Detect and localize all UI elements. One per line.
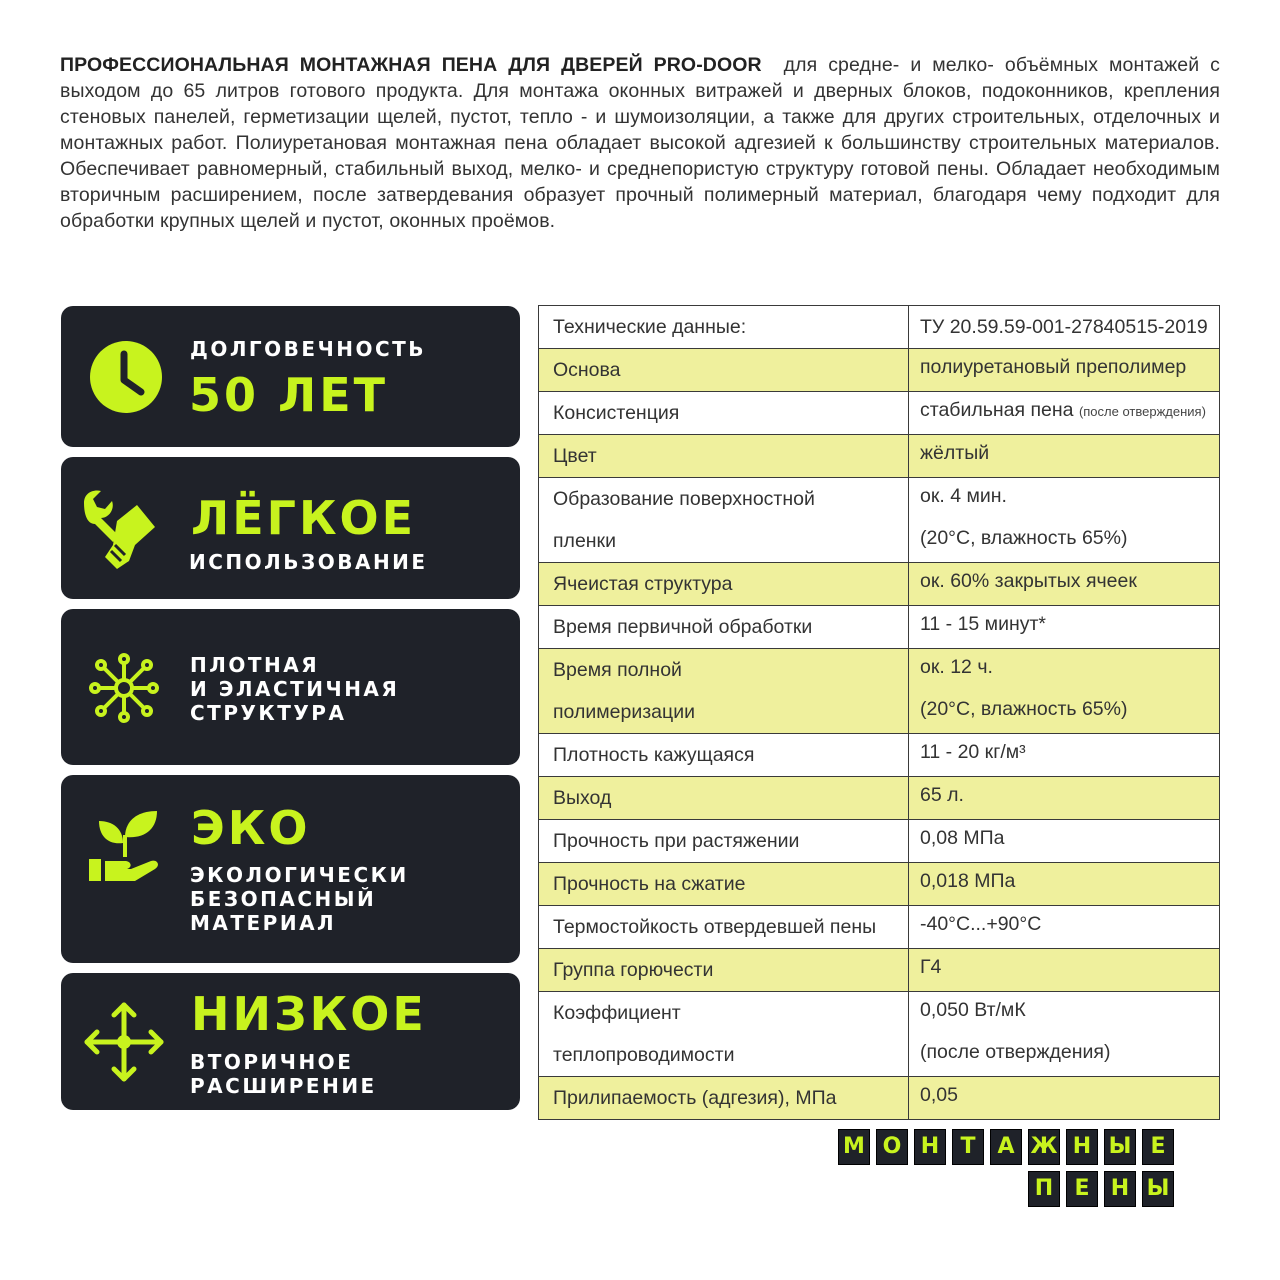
spec-key: Прочность при растяжении — [553, 830, 800, 852]
logo-letter: Е — [1142, 1129, 1174, 1165]
spec-key: Основа — [553, 359, 621, 381]
logo-line-1 — [838, 1129, 1174, 1165]
table-row — [539, 563, 1220, 606]
spec-value: полиуретановый преполимер — [920, 356, 1187, 378]
spec-key-line-2: полимеризации — [553, 701, 695, 723]
spec-value-line-2: (20°С, влажность 65%) — [920, 527, 1128, 549]
logo-letter: Ж — [1028, 1129, 1060, 1165]
table-row — [539, 949, 1220, 992]
spec-key-line-2: теплопроводимости — [553, 1044, 735, 1066]
logo-letter: П — [1028, 1171, 1060, 1207]
card-expansion — [61, 973, 520, 1110]
expansion-title: НИЗКОЕ — [191, 987, 427, 1041]
spec-value: жёлтый — [920, 442, 990, 464]
table-row — [539, 606, 1220, 649]
spec-key: Цвет — [553, 445, 597, 467]
spec-value: Г4 — [920, 956, 942, 978]
plant-hand-icon — [87, 807, 163, 883]
logo-letter: Ы — [1104, 1129, 1136, 1165]
structure-line-1: ПЛОТНАЯ — [190, 653, 320, 677]
spec-key-line-1: Образование поверхностной — [553, 488, 815, 510]
table-row — [539, 863, 1220, 906]
durability-value: 50 ЛЕТ — [189, 368, 389, 422]
logo-letter: Т — [952, 1129, 984, 1165]
spec-key: Время первичной обработки — [553, 616, 813, 638]
molecule-network-icon — [89, 653, 159, 723]
spec-key: Выход — [553, 787, 612, 809]
spec-value: 0,05 — [920, 1084, 958, 1106]
logo-letter: Н — [1066, 1129, 1098, 1165]
eco-line-2: БЕЗОПАСНЫЙ — [190, 887, 377, 911]
durability-label: ДОЛГОВЕЧНОСТЬ — [190, 337, 427, 361]
spec-value: 0,08 МПа — [920, 827, 1005, 849]
structure-line-2: И ЭЛАСТИЧНАЯ — [190, 677, 400, 701]
eco-title: ЭКО — [191, 801, 311, 855]
spec-key: Прочность на сжатие — [553, 873, 746, 895]
card-structure — [61, 609, 520, 765]
spec-value-line-1: 0,050 Вт/мК — [920, 999, 1026, 1021]
spec-key-line-1: Время полной — [553, 659, 682, 681]
table-row — [539, 435, 1220, 478]
card-durability — [61, 306, 520, 447]
table-row — [539, 1077, 1220, 1120]
wrench-hand-icon — [79, 487, 161, 571]
card-easy-use — [61, 457, 520, 599]
logo-letter: А — [990, 1129, 1022, 1165]
specs-table — [538, 305, 1220, 1120]
spec-value: 11 - 20 кг/м³ — [920, 741, 1026, 763]
logo-letter: О — [876, 1129, 908, 1165]
intro-text: для средне- и мелко- объёмных монтажей с выходом до 65 литров готового продукта. Для монтажа оконных витражей и дверных блоков, подоконников, крепления стеновых панелей, герметизации щелей, пустот, тепло - и шумоизоляции, а также для других строительных, отделочных и монтажных работ. Полиуретановая монтажная пена обладает высокой адгезией к большинству строительных материалов. Обеспечивает равномерный, стабильный выход, мелко- и среднепористую структуру готовой пены. Обладает необходимым вторичным расширением, после затвердевания образует прочный полимерный материал, благодаря чему подходит для обработки крупных щелей и пустот, оконных проёмов. — [60, 54, 1220, 232]
spec-key-line-2: пленки — [553, 530, 616, 552]
brand-logo — [838, 1129, 1174, 1207]
spec-key-line-1: Коэффициент — [553, 1002, 681, 1024]
spec-key: Термостойкость отвердевшей пены — [553, 916, 877, 938]
expansion-line-1: ВТОРИЧНОЕ — [190, 1050, 354, 1074]
spec-value: стабильная пена — [920, 399, 1074, 421]
logo-letter: Ы — [1142, 1171, 1174, 1207]
structure-line-3: СТРУКТУРА — [190, 701, 347, 725]
intro-paragraph — [60, 52, 1220, 234]
spec-value: 65 л. — [920, 784, 964, 806]
table-row — [539, 906, 1220, 949]
table-header-row — [539, 306, 1220, 349]
table-row — [539, 734, 1220, 777]
table-row — [539, 649, 1220, 734]
logo-line-2 — [838, 1171, 1174, 1207]
spec-value-line-1: ок. 4 мин. — [920, 485, 1007, 507]
header-value: ТУ 20.59.59-001-27840515-2019 — [920, 316, 1208, 338]
clock-icon — [89, 340, 163, 414]
spec-value-line-2: (20°С, влажность 65%) — [920, 698, 1128, 720]
spec-key: Ячеистая структура — [553, 573, 733, 595]
spec-note: (после отверждения) — [1078, 404, 1206, 419]
easy-use-title: ЛЁГКОЕ — [191, 491, 417, 545]
spec-key: Группа горючести — [553, 959, 714, 981]
spec-key: Прилипаемость (адгезия), МПа — [553, 1087, 837, 1109]
table-row — [539, 349, 1220, 392]
table-row — [539, 820, 1220, 863]
spec-key: Плотность кажущаяся — [553, 744, 755, 766]
table-row — [539, 777, 1220, 820]
logo-letter: Н — [1104, 1171, 1136, 1207]
easy-use-label: ИСПОЛЬЗОВАНИЕ — [189, 550, 428, 574]
spec-value-line-2: (после отверждения) — [920, 1041, 1111, 1063]
table-row — [539, 478, 1220, 563]
expansion-line-2: РАСШИРЕНИЕ — [190, 1074, 377, 1098]
logo-letter: Е — [1066, 1171, 1098, 1207]
logo-letter: Н — [914, 1129, 946, 1165]
logo-letter: М — [838, 1129, 870, 1165]
table-row — [539, 392, 1220, 435]
spec-key: Консистенция — [553, 402, 680, 424]
header-key: Технические данные: — [553, 316, 747, 338]
expand-arrows-icon — [81, 999, 167, 1085]
card-eco — [61, 775, 520, 963]
spec-value: 11 - 15 минут* — [920, 613, 1047, 635]
spec-value: ок. 60% закрытых ячеек — [920, 570, 1137, 592]
eco-line-1: ЭКОЛОГИЧЕСКИ — [190, 863, 409, 887]
eco-line-3: МАТЕРИАЛ — [190, 911, 337, 935]
intro-title: ПРОФЕССИОНАЛЬНАЯ МОНТАЖНАЯ ПЕНА ДЛЯ ДВЕРЕЙ PRO-DOOR — [60, 54, 762, 76]
table-row — [539, 992, 1220, 1077]
spec-value: 0,018 МПа — [920, 870, 1016, 892]
spec-value-line-1: ок. 12 ч. — [920, 656, 993, 678]
spec-value: -40°С...+90°С — [920, 913, 1042, 935]
